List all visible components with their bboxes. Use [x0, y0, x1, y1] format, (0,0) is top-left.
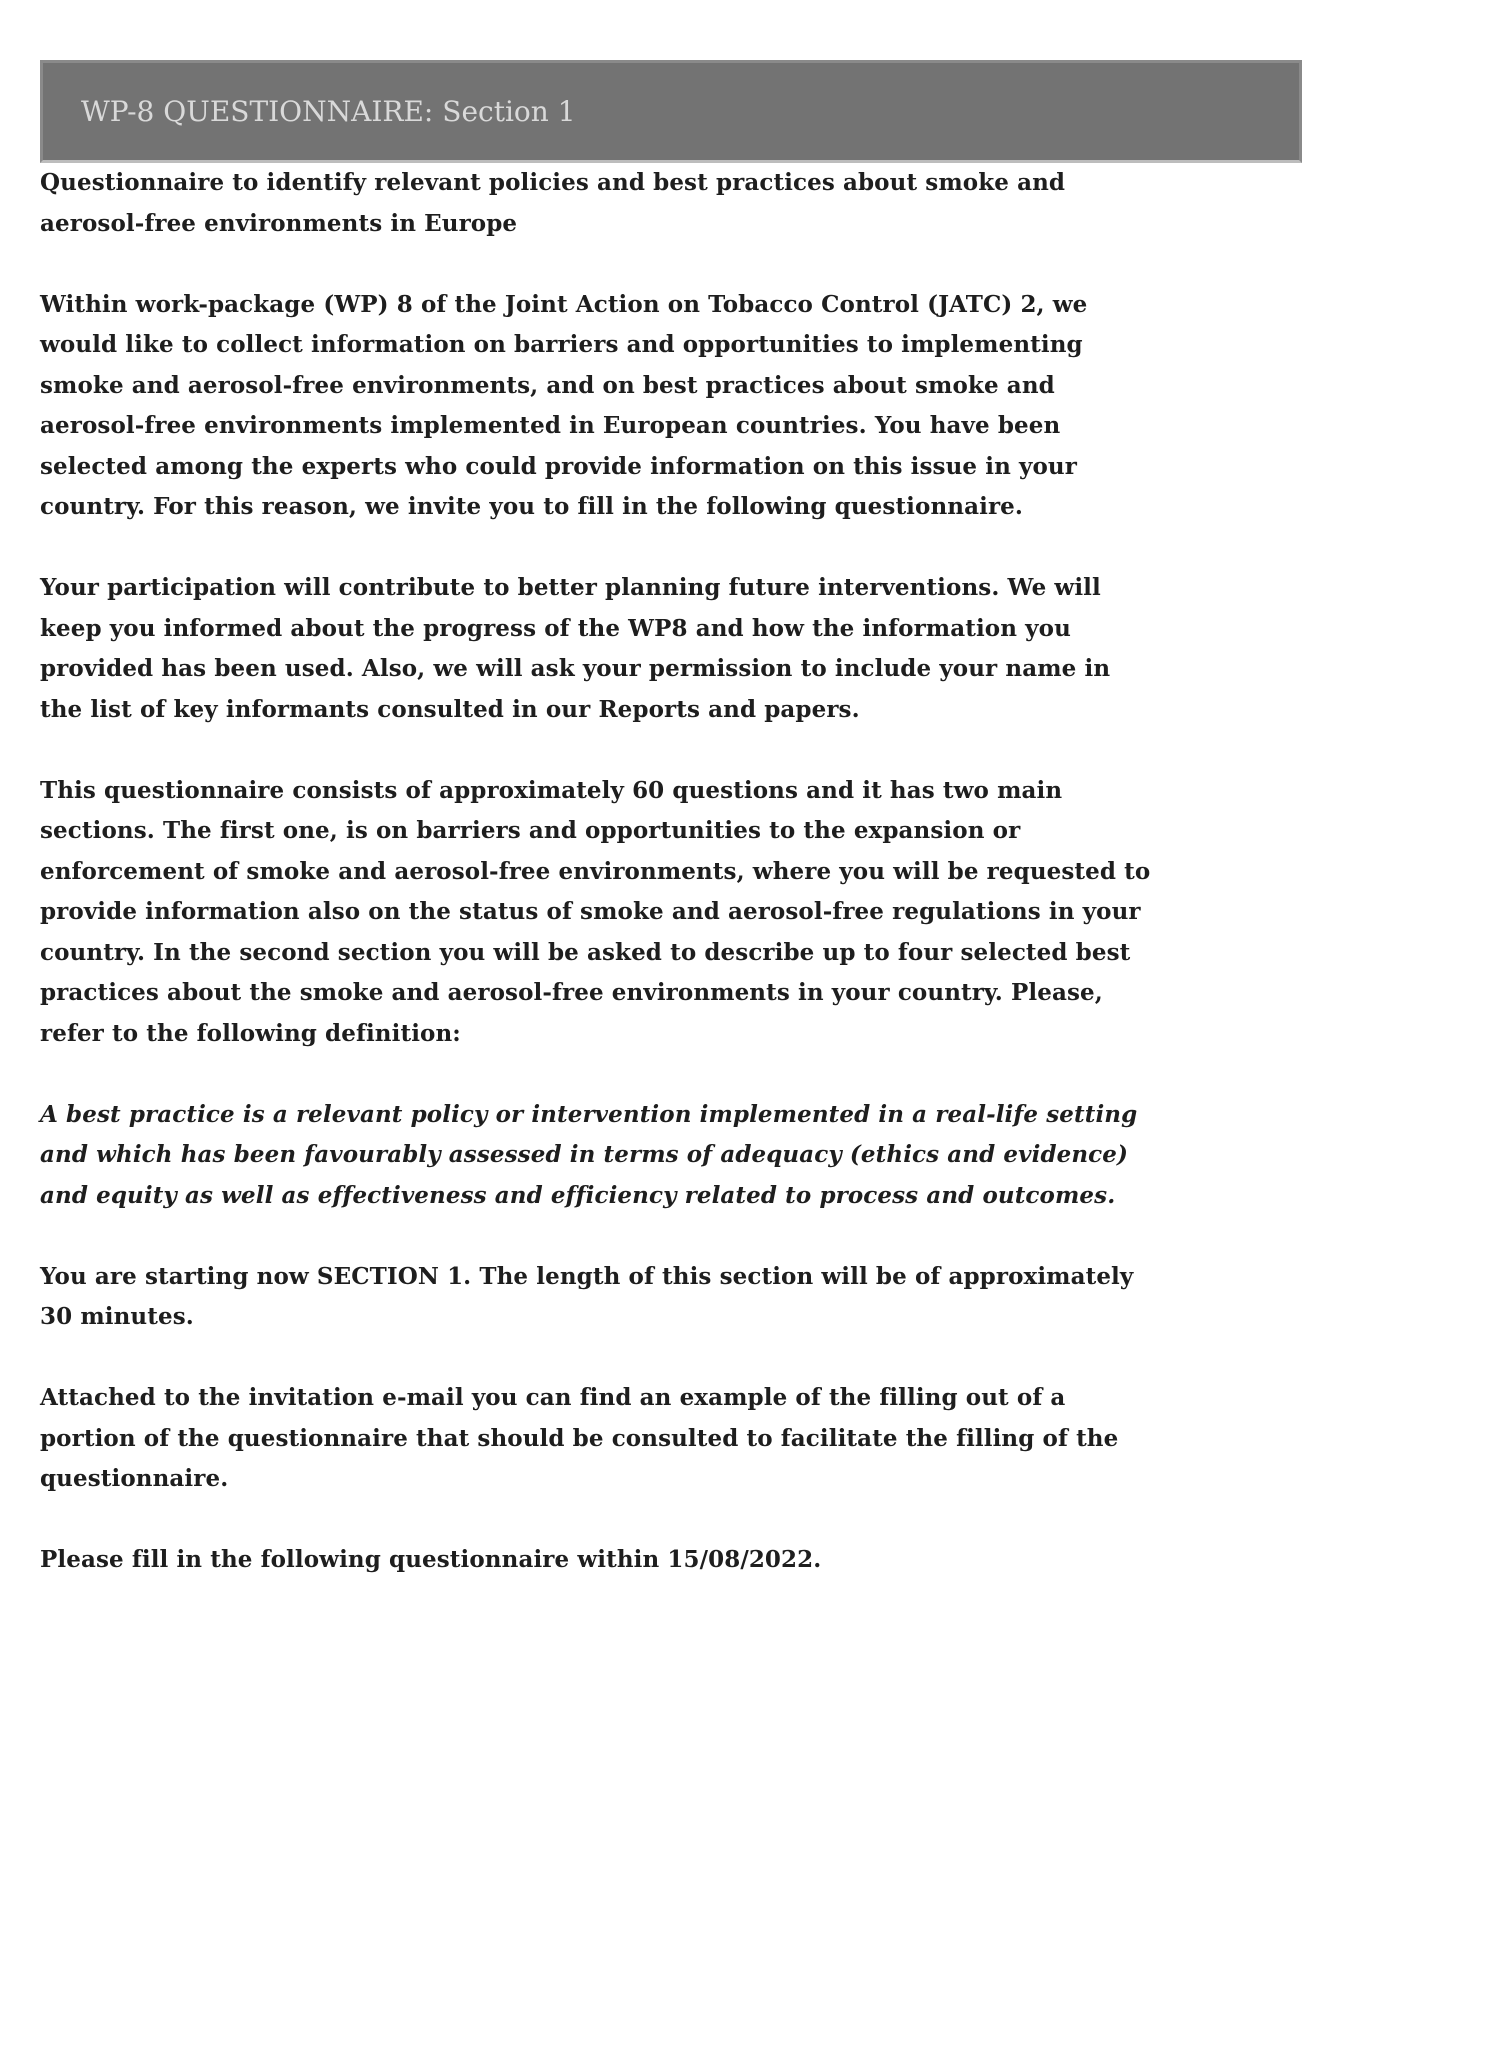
deadline-text: Please fill in the following questionnaire within 15/08/2022.: [40, 1546, 822, 1573]
text-line: practices about the smoke and aerosol-free environments in your country. Please,: [40, 979, 1103, 1006]
text-line: 30 minutes.: [40, 1303, 194, 1330]
text-line: Within work-package (WP) 8 of the Joint Action on Tobacco Control (JATC) 2, we: [40, 290, 1088, 318]
text-line: Your participation will contribute to better planning future interventions. We will: [40, 574, 1101, 601]
deadline-paragraph: [40, 1540, 1310, 1581]
section-header: [40, 60, 1302, 163]
context-paragraph: [40, 285, 1310, 528]
text-line: country. For this reason, we invite you to fill in the following questionnaire.: [40, 493, 1023, 520]
text-line: aerosol-free environments in Europe: [40, 209, 518, 237]
text-line: Attached to the invitation e-mail you can find an example of the filling out of a: [40, 1384, 1066, 1411]
text-line: provide information also on the status of smoke and aerosol-free regulations in your: [40, 898, 1141, 925]
text-line: country. In the second section you will be asked to describe up to four selected best: [40, 938, 1131, 966]
intro-title-paragraph: [40, 163, 1310, 244]
text-line: enforcement of smoke and aerosol-free environments, where you will be requested to: [40, 857, 1151, 885]
participation-paragraph: [40, 568, 1310, 730]
text-line: Questionnaire to identify relevant policies and best practices about smoke and: [40, 169, 1066, 196]
text-line: keep you informed about the progress of the WP8 and how the information you: [40, 614, 1071, 642]
text-line: aerosol-free environments implemented in European countries. You have been: [40, 412, 1061, 439]
text-line: the list of key informants consulted in our Reports and papers.: [40, 695, 860, 723]
text-line: selected among the experts who could provide information on this issue in your: [40, 452, 1077, 480]
section-duration-paragraph: [40, 1257, 1310, 1338]
text-line: and which has been favourably assessed in terms of adequacy (ethics and evidence): [40, 1141, 1128, 1168]
text-line: provided has been used. Also, we will ask your permission to include your name in: [40, 655, 1111, 682]
text-line: and equity as well as effectiveness and efficiency related to process and outcomes.: [40, 1181, 1116, 1209]
text-line: questionnaire.: [40, 1465, 229, 1492]
intro-content: [40, 163, 1310, 1581]
text-line: A best practice is a relevant policy or intervention implemented in a real-life setting: [40, 1100, 1138, 1128]
questionnaire-page: [40, 60, 1310, 1621]
text-line: smoke and aerosol-free environments, and on best practices about smoke and: [40, 371, 1055, 399]
text-line: This questionnaire consists of approximately 60 questions and it has two main: [40, 776, 1063, 804]
text-line: would like to collect information on barriers and opportunities to implementing: [40, 331, 1083, 358]
text-line: refer to the following definition:: [40, 1019, 461, 1047]
text-line: sections. The first one, is on barriers and opportunities to the expansion or: [40, 817, 1021, 844]
attachment-paragraph: [40, 1378, 1310, 1500]
section-title: WP-8 QUESTIONNAIRE: Section 1: [81, 95, 576, 128]
text-line: portion of the questionnaire that should be consulted to facilitate the filling of the: [40, 1424, 1119, 1452]
structure-paragraph: [40, 771, 1310, 1055]
text-line: You are starting now SECTION 1. The length of this section will be of approximately: [40, 1262, 1134, 1290]
best-practice-definition: [40, 1095, 1310, 1217]
